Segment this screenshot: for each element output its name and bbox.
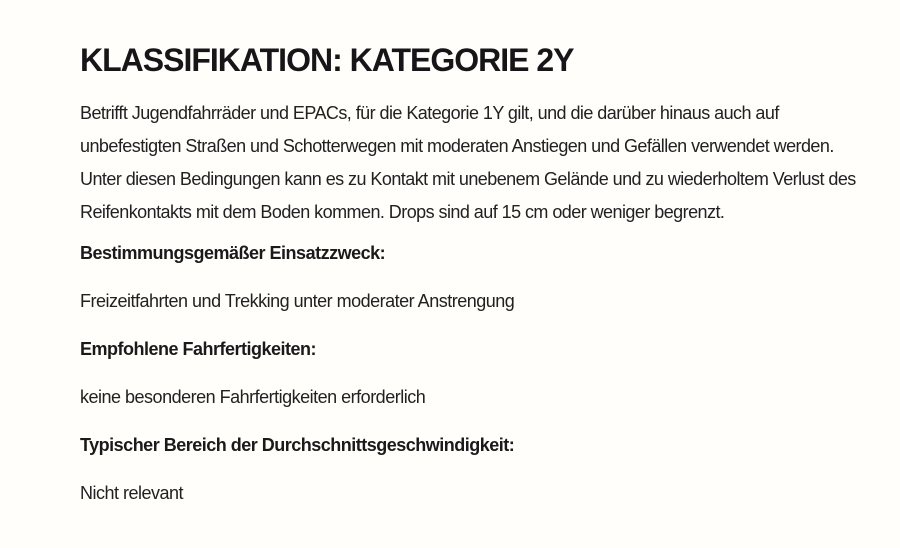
section-recommended-skills <box>80 337 873 409</box>
section-label-recommended-skills: Empfohlene Fahrfertigkeiten: <box>80 339 317 359</box>
section-value-recommended-skills: keine besonderen Fahrfertigkeiten erforderlich <box>80 387 426 407</box>
section-value-average-speed-range: Nicht relevant <box>80 483 184 503</box>
section-value-intended-use: Freizeitfahrten und Trekking unter moderater Anstrengung <box>80 291 515 311</box>
intro-paragraph: Betrifft Jugendfahrräder und EPACs, für die Kategorie 1Y gilt, und die darüber hinaus auch auf unbefestigten Straßen und Schotterwegen mit moderaten Anstiegen und Gefällen verwendet werden. Unter diesen Bedingungen kann es zu Kontakt mit unebenem Gelände und zu wiederholtem Verlust des Reifenkontakts mit dem Boden kommen. Drops sind auf 15 cm oder weniger begrenzt. <box>80 103 856 222</box>
section-label-average-speed-range: Typischer Bereich der Durchschnittsgeschwindigkeit: <box>80 435 515 455</box>
section-average-speed-range <box>80 433 873 505</box>
page-title: KLASSIFIKATION: KATEGORIE 2Y <box>80 42 574 78</box>
section-label-intended-use: Bestimmungsgemäßer Einsatzzweck: <box>80 243 386 263</box>
section-intended-use <box>80 241 873 313</box>
